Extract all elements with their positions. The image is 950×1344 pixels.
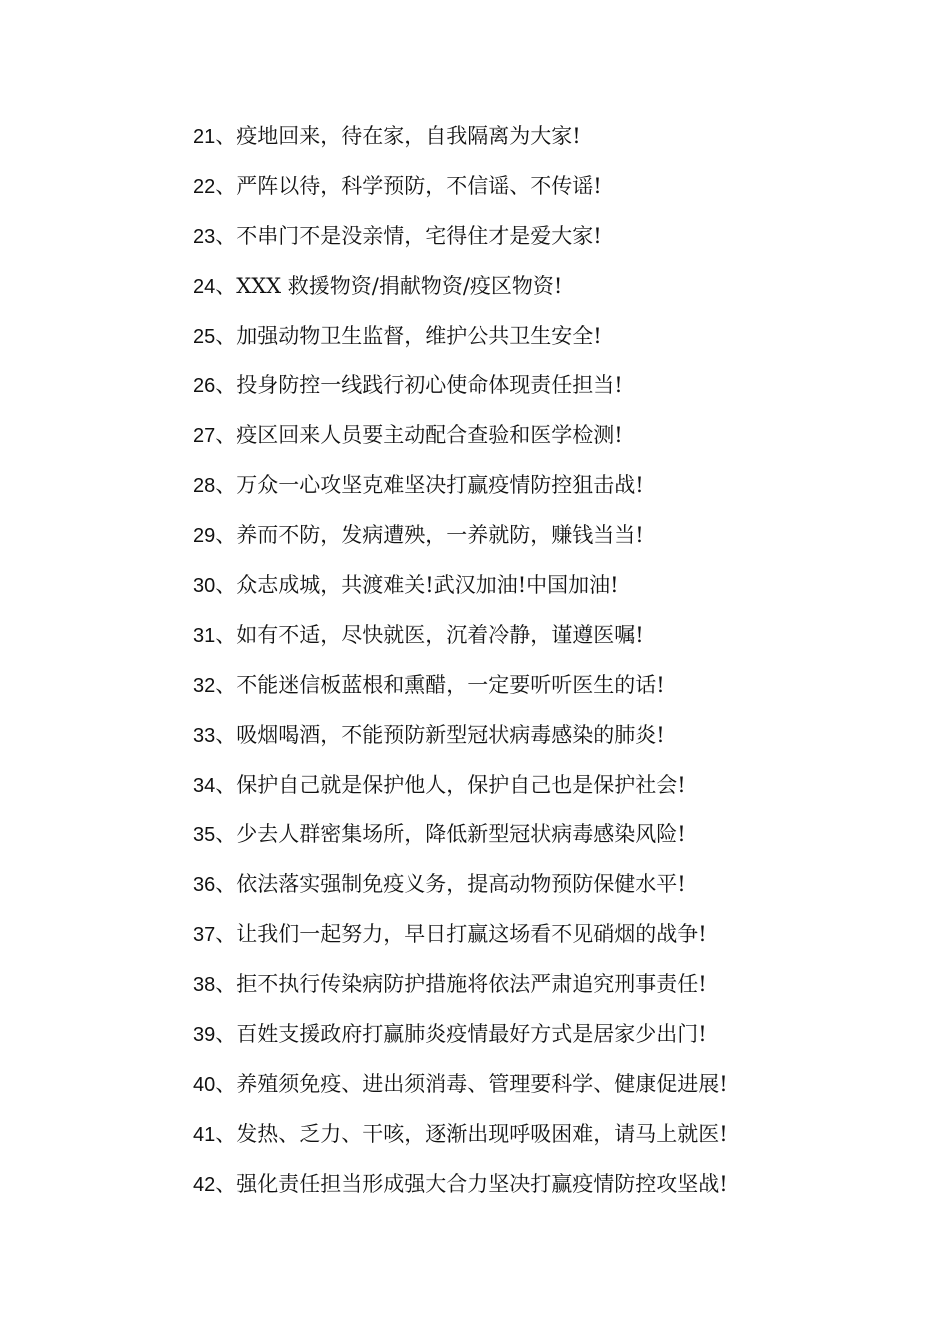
item-text: 养殖须免疫、进出须消毒、管理要科学、健康促进展! [236, 1071, 728, 1096]
item-number: 25 [193, 325, 216, 348]
item-separator: 、 [215, 972, 237, 997]
item-number: 23 [193, 225, 216, 248]
item-number: 21 [193, 126, 216, 148]
list-item [193, 862, 913, 912]
item-text: 不串门不是没亲情，宅得住才是爱大家! [236, 223, 602, 248]
item-number: 30 [193, 575, 216, 598]
item-text: 吸烟喝酒，不能预防新型冠状病毒感染的肺炎! [236, 722, 665, 747]
item-separator: 、 [215, 1022, 237, 1047]
item-separator: 、 [215, 273, 237, 298]
item-text: 拒不执行传染病防护措施将依法严肃追究刑事责任! [236, 972, 707, 997]
item-separator: 、 [215, 872, 237, 897]
list-item [193, 1162, 913, 1212]
item-number: 40 [193, 1073, 216, 1096]
item-number: 33 [193, 724, 216, 747]
list-item [193, 363, 913, 413]
item-separator: 、 [215, 523, 237, 548]
item-text: 疫地回来，待在家，自我隔离为大家! [236, 124, 581, 148]
list-item [193, 663, 913, 713]
list-item [193, 164, 913, 214]
item-number: 32 [193, 674, 216, 697]
item-number: 38 [193, 974, 216, 997]
item-separator: 、 [215, 1121, 237, 1146]
list-item [193, 463, 913, 513]
item-separator: 、 [215, 1171, 237, 1196]
item-number: 42 [193, 1173, 216, 1196]
item-number: 29 [193, 525, 216, 548]
item-separator: 、 [215, 373, 237, 398]
item-text: 养而不防，发病遭殃，一养就防，赚钱当当! [236, 523, 644, 548]
item-text: XXX 救援物资/捐献物资/疫区物资! [236, 273, 563, 298]
item-text: 投身防控一线践行初心使命体现责任担当! [236, 373, 623, 398]
list-item [193, 114, 913, 164]
list-item [193, 1112, 913, 1162]
list-item [193, 513, 913, 563]
list-item [193, 264, 913, 314]
list-item [193, 413, 913, 463]
list-item [193, 563, 913, 613]
item-text: 保护自己就是保护他人，保护自己也是保护社会! [236, 772, 686, 797]
item-text: 强化责任担当形成强大合力坚决打赢疫情防控攻坚战! [236, 1171, 728, 1196]
item-separator: 、 [215, 722, 237, 747]
item-number: 24 [193, 275, 216, 298]
item-text: 少去人群密集场所，降低新型冠状病毒感染风险! [236, 822, 686, 847]
item-separator: 、 [215, 223, 237, 248]
item-separator: 、 [215, 772, 237, 797]
item-separator: 、 [215, 473, 237, 498]
item-separator: 、 [215, 922, 237, 947]
item-number: 36 [193, 874, 216, 897]
item-text: 让我们一起努力，早日打赢这场看不见硝烟的战争! [236, 922, 707, 947]
list-item [193, 613, 913, 663]
item-separator: 、 [215, 173, 237, 198]
list-item [193, 812, 913, 862]
item-number: 41 [193, 1123, 216, 1146]
slogan-list [193, 114, 913, 1212]
item-number: 28 [193, 475, 216, 498]
list-item [193, 1062, 913, 1112]
item-text: 发热、乏力、干咳，逐渐出现呼吸困难，请马上就医! [236, 1121, 728, 1146]
list-item [193, 713, 913, 763]
list-item [193, 214, 913, 264]
item-separator: 、 [215, 822, 237, 847]
item-text: 百姓支援政府打赢肺炎疫情最好方式是居家少出门! [236, 1022, 707, 1047]
item-text: 加强动物卫生监督，维护公共卫生安全! [236, 323, 602, 348]
list-item [193, 314, 913, 364]
item-text: 不能迷信板蓝根和熏醋，一定要听听医生的话! [236, 672, 665, 697]
item-separator: 、 [215, 124, 237, 148]
item-text: 疫区回来人员要主动配合查验和医学检测! [236, 423, 623, 448]
item-number: 31 [193, 624, 216, 647]
list-item [193, 962, 913, 1012]
item-separator: 、 [215, 423, 237, 448]
list-item [193, 912, 913, 962]
item-separator: 、 [215, 1071, 237, 1096]
item-text: 如有不适，尽快就医，沉着冷静，谨遵医嘱! [236, 622, 644, 647]
item-text: 万众一心攻坚克难坚决打赢疫情防控狙击战! [236, 473, 644, 498]
item-number: 37 [193, 924, 216, 947]
item-separator: 、 [215, 672, 237, 697]
item-number: 27 [193, 425, 216, 448]
item-number: 35 [193, 824, 216, 847]
item-number: 39 [193, 1024, 216, 1047]
item-separator: 、 [215, 622, 237, 647]
list-item [193, 1012, 913, 1062]
item-separator: 、 [215, 573, 237, 598]
item-number: 34 [193, 774, 216, 797]
item-number: 22 [193, 175, 216, 198]
list-item [193, 763, 913, 813]
item-separator: 、 [215, 323, 237, 348]
item-number: 26 [193, 375, 216, 398]
item-text: 依法落实强制免疫义务，提高动物预防保健水平! [236, 872, 686, 897]
item-text: 严阵以待，科学预防，不信谣、不传谣! [236, 173, 602, 198]
item-text: 众志成城，共渡难关!武汉加油!中国加油! [236, 573, 619, 598]
